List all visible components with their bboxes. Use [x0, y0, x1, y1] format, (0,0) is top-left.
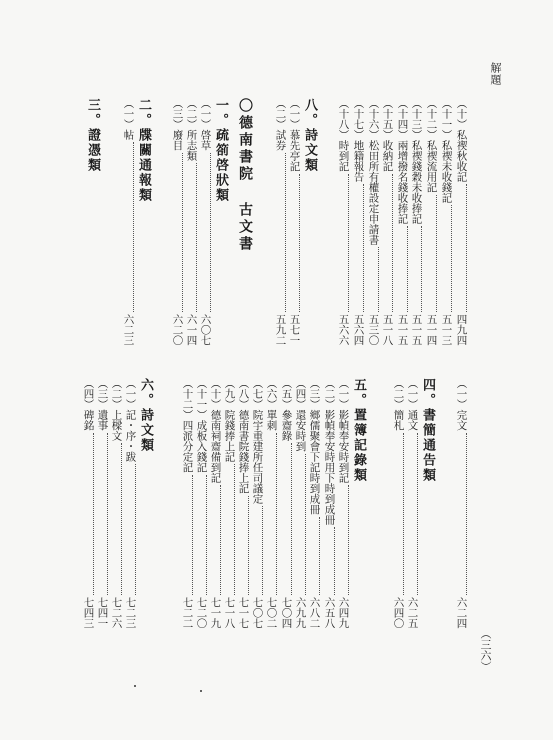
speck: [200, 690, 202, 692]
section-heading: 二。牒關通報類: [136, 98, 151, 203]
toc-entry-page: 七一九: [209, 596, 222, 628]
toc-entry-page: 六四〇: [392, 596, 405, 628]
leader-dots: [83, 433, 94, 595]
toc-entry: [182, 378, 193, 628]
toc-entry-page: 七二〇: [195, 596, 208, 628]
toc-entry-page: 七二三: [124, 596, 137, 628]
leader-dots: [393, 433, 404, 595]
toc-entry: [289, 98, 300, 345]
toc-entry-label: （一）啓草: [199, 98, 212, 151]
toc-entry-label: （十二）私禊流用記: [425, 98, 438, 193]
toc-entry-label: （六）單刺: [265, 378, 278, 431]
toc-entry: [456, 98, 467, 345]
leader-dots: [186, 163, 197, 312]
toc-entry-page: 五一四: [425, 313, 438, 345]
toc-entry: [295, 378, 306, 628]
toc-entry: [275, 98, 286, 345]
toc-entry-page: 七四一: [96, 596, 109, 628]
page-number: （三六）: [479, 628, 492, 672]
toc-entry-page: 六〇七: [199, 313, 212, 345]
toc-entry: [411, 98, 422, 345]
section-heading: 八。詩文類: [302, 98, 317, 173]
toc-entry: [456, 378, 467, 628]
leader-dots: [281, 443, 292, 595]
leader-dots: [295, 454, 306, 595]
toc-entry: [196, 378, 207, 628]
toc-entry-page: 七〇二: [265, 596, 278, 628]
toc-entry: [309, 378, 320, 628]
toc-entry: [441, 98, 452, 345]
toc-entry-page: 六二四: [455, 596, 468, 628]
leader-dots: [456, 433, 467, 595]
toc-entry: [281, 378, 292, 628]
toc-entry-label: （十五）收納記: [381, 98, 394, 172]
toc-entry-page: 六五八: [323, 596, 336, 628]
toc-entry: [186, 98, 197, 345]
toc-entry-label: （十）私禊秋收記: [455, 98, 468, 182]
leader-dots: [353, 184, 364, 312]
toc-entry-label: （二）上樑文: [110, 378, 123, 441]
toc-entry-label: （十三）私禊錢穀未收捧記: [410, 98, 423, 224]
leader-dots: [97, 433, 108, 595]
leader-dots: [182, 475, 193, 595]
toc-entry-label: （三）鄉儒聚會下記時到成冊: [308, 378, 321, 515]
toc-entry-page: 七四三: [82, 596, 95, 628]
leader-dots: [426, 195, 437, 312]
toc-entry-label: （三）遺事: [96, 378, 109, 431]
collection-heading: 〇德南書院 古文書: [237, 98, 253, 253]
leader-dots: [338, 174, 349, 312]
toc-entry-page: 五一八: [381, 313, 394, 345]
toc-entry: [382, 98, 393, 345]
toc-entry-page: 六二三: [122, 313, 135, 345]
toc-entry-page: 五一三: [440, 313, 453, 345]
toc-entry-page: 七二六: [110, 596, 123, 628]
speck: [134, 685, 136, 687]
leader-dots: [123, 142, 134, 312]
toc-entry: [368, 98, 379, 345]
toc-entry: [83, 378, 94, 628]
toc-entry: [353, 98, 364, 345]
leader-dots: [238, 496, 249, 595]
leader-dots: [411, 226, 422, 312]
toc-entry-label: （十六）松田所有權設定申請書: [367, 98, 380, 245]
toc-entry-label: （八）德南書院錢捧上記: [237, 378, 250, 494]
toc-entry-page: 五七一: [288, 313, 301, 345]
leader-dots: [441, 205, 452, 312]
leader-dots: [111, 443, 122, 595]
section-heading: 六。詩文類: [138, 378, 153, 453]
toc-entry-label: （七）院宇重建所任司議定: [251, 378, 264, 504]
toc-entry-page: 五三〇: [367, 313, 380, 345]
leader-dots: [275, 153, 286, 312]
toc-entry-label: （十七）地籍報告: [352, 98, 365, 182]
leader-dots: [196, 475, 207, 595]
toc-entry: [426, 98, 437, 345]
toc-entry-label: （九）院錢捧上記: [223, 378, 236, 462]
toc-entry-label: （十二）四派分定記: [181, 378, 194, 473]
leader-dots: [324, 527, 335, 595]
toc-entry-label: （十）德南祠齋備到記: [209, 378, 222, 483]
toc-entry: [393, 378, 404, 628]
toc-entry: [125, 378, 136, 628]
toc-entry-page: 六二五: [406, 596, 419, 628]
toc-entry-page: 七一八: [223, 596, 236, 628]
toc-entry: [111, 378, 122, 628]
toc-entry: [397, 98, 408, 345]
section-heading: 四。書簡通告類: [420, 378, 435, 483]
toc-entry-page: 五一五: [410, 313, 423, 345]
running-header: 解題: [489, 62, 502, 86]
toc-entry: [407, 378, 418, 628]
section-heading: 一。疏箚啓狀類: [213, 98, 228, 203]
toc-entry-page: 五一五: [396, 313, 409, 345]
toc-entry-label: （二）影幀奉安時用下時到成冊: [323, 378, 336, 525]
toc-entry-label: （五）參齋錄: [280, 378, 293, 441]
toc-entry-label: （二）簡札: [392, 378, 405, 431]
toc-entry-label: （十八）時到記: [337, 98, 350, 172]
leader-dots: [172, 153, 183, 312]
toc-entry-label: （四）碑銘: [82, 378, 95, 431]
leader-dots: [309, 517, 320, 595]
toc-entry-label: （一）影幀奉安時到記: [337, 378, 350, 483]
leader-dots: [210, 485, 221, 595]
toc-entry-label: （二）試券: [274, 98, 287, 151]
toc-entry-label: （一）記・序・跋: [124, 378, 137, 462]
leader-dots: [456, 184, 467, 312]
leader-dots: [397, 226, 408, 312]
leader-dots: [289, 174, 300, 312]
toc-entry: [324, 378, 335, 628]
toc-entry-page: 五六四: [352, 313, 365, 345]
toc-entry-page: 六一四: [185, 313, 198, 345]
toc-entry: [224, 378, 235, 628]
leader-dots: [407, 433, 418, 595]
toc-entry-label: （十四）兩增撥名錢收捧記: [396, 98, 409, 224]
leader-dots: [200, 153, 211, 312]
toc-entry-page: 四九四: [455, 313, 468, 345]
toc-entry: [338, 378, 349, 628]
toc-entry-page: 七〇四: [280, 596, 293, 628]
section-heading: 五。置簿記錄類: [351, 378, 366, 483]
toc-entry: [252, 378, 263, 628]
section-heading: 三。證憑類: [85, 98, 100, 173]
toc-entry-label: （十一）私禊未收錢記: [440, 98, 453, 203]
leader-dots: [382, 174, 393, 312]
toc-entry: [97, 378, 108, 628]
toc-entry-page: 五六六: [337, 313, 350, 345]
toc-entry-page: 七二二: [181, 596, 194, 628]
toc-entry: [210, 378, 221, 628]
toc-entry: [238, 378, 249, 628]
toc-entry: [172, 98, 183, 345]
toc-entry-page: 六八二: [308, 596, 321, 628]
toc-entry: [338, 98, 349, 345]
toc-entry-page: 七一七: [237, 596, 250, 628]
leader-dots: [266, 433, 277, 595]
toc-entry-page: 五九二: [274, 313, 287, 345]
toc-entry-page: 七〇七: [251, 596, 264, 628]
toc-entry: [266, 378, 277, 628]
toc-entry-label: （一）慕先亭記: [288, 98, 301, 172]
leader-dots: [125, 464, 136, 595]
toc-entry-label: （四）還安時到: [294, 378, 307, 452]
toc-entry-label: （一）通文: [406, 378, 419, 431]
toc-entry-page: 六四九: [337, 596, 350, 628]
toc-entry-label: （三）廢目: [171, 98, 184, 151]
toc-entry-label: （十一）成板入錢記: [195, 378, 208, 473]
toc-entry-label: （一）帖: [122, 98, 135, 140]
toc-entry: [123, 98, 134, 345]
leader-dots: [252, 506, 263, 595]
leader-dots: [368, 247, 379, 312]
toc-entry-label: （一）完文: [455, 378, 468, 431]
toc-entry-label: （二）所志類: [185, 98, 198, 161]
toc-entry-page: 六九九: [294, 596, 307, 628]
leader-dots: [224, 464, 235, 595]
toc-entry: [200, 98, 211, 345]
leader-dots: [338, 485, 349, 595]
toc-entry-page: 六二〇: [171, 313, 184, 345]
